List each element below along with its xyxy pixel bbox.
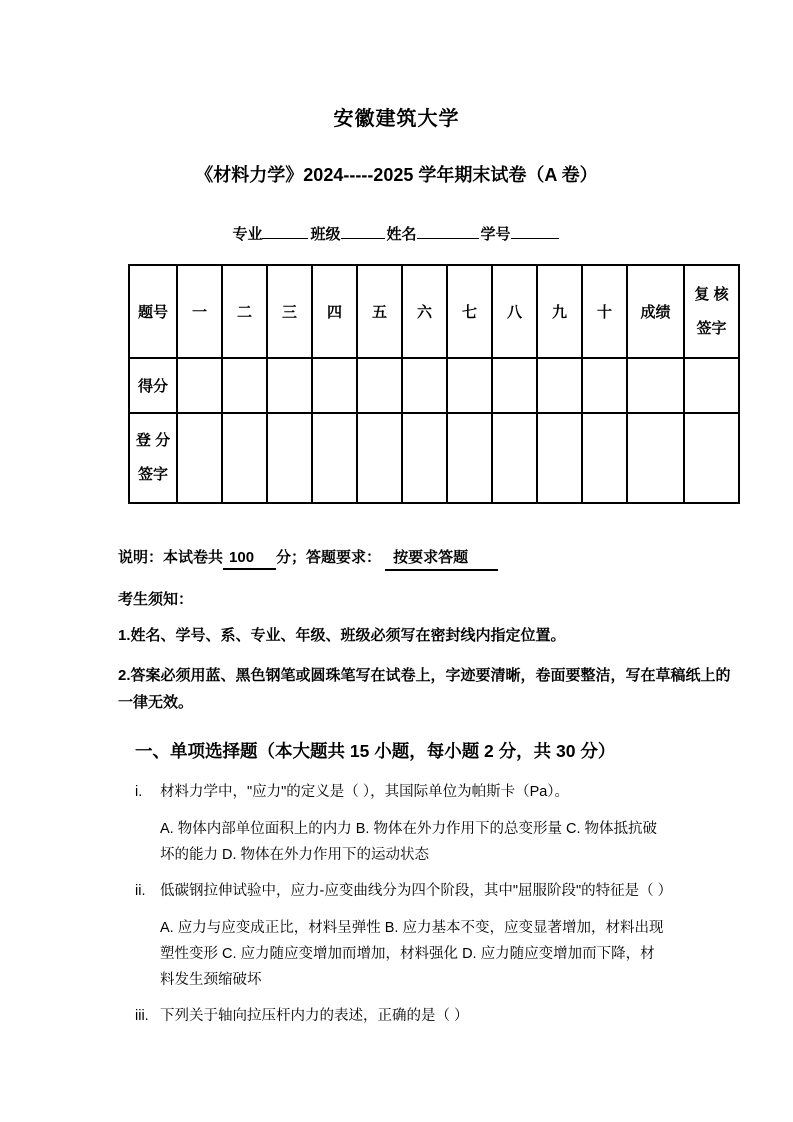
sign-row-line1: 登 分 (135, 432, 171, 450)
score-blank-cell (402, 358, 447, 413)
question-col-3: 三 (267, 265, 312, 358)
question-options: A. 物体内部单位面积上的内力 B. 物体在外力作用下的总变形量 C. 物体抵抗破坏的能力 D. 物体在外力作用下的运动状态 (160, 821, 658, 863)
major-blank (262, 223, 308, 239)
question-col-7: 七 (447, 265, 492, 358)
major-label: 专业 (232, 226, 263, 243)
score-blank-cell (537, 358, 582, 413)
student-info-line (0, 223, 793, 244)
score-table (128, 264, 740, 504)
class-blank (341, 223, 385, 239)
note-line (118, 546, 793, 571)
sign-blank-cell (582, 413, 627, 503)
sign-blank-cell (312, 413, 357, 503)
score-blank-cell (684, 358, 739, 413)
sign-blank-cell (447, 413, 492, 503)
question-text: 下列关于轴向拉压杆内力的表述，正确的是（ ） (160, 1008, 469, 1024)
name-label: 姓名 (386, 226, 417, 243)
question-col-1: 一 (177, 265, 222, 358)
notice-item-1: 1.姓名、学号、系、专业、年级、班级必须写在密封线内指定位置。 (118, 627, 566, 644)
question-col-9: 九 (537, 265, 582, 358)
answer-requirement-blank: 按要求答题 (385, 546, 498, 571)
review-sign-line2: 签字 (696, 319, 727, 337)
review-sign-col-header (684, 265, 739, 358)
sign-blank-cell (222, 413, 267, 503)
sign-blank-cell (492, 413, 537, 503)
question-number: iii. (135, 1008, 149, 1024)
student-id-blank (511, 223, 559, 239)
question-col-6: 六 (402, 265, 447, 358)
note-middle: 分；答题要求： (276, 549, 382, 566)
sign-blank-cell (267, 413, 312, 503)
sign-row-line2: 签字 (137, 466, 168, 483)
question-col-8: 八 (492, 265, 537, 358)
question-col-4: 四 (312, 265, 357, 358)
score-row-label: 得分 (129, 358, 177, 413)
sign-blank-cell (357, 413, 402, 503)
question-number: i. (135, 784, 143, 800)
class-label: 班级 (310, 226, 341, 243)
question-col-2: 二 (222, 265, 267, 358)
score-blank-cell (582, 358, 627, 413)
sign-blank-cell (627, 413, 684, 503)
student-id-label: 学号 (480, 226, 511, 243)
score-table-corner-cell: 题号 (129, 265, 177, 358)
question-ii (135, 878, 673, 993)
question-number: ii. (135, 883, 146, 899)
review-sign-line1: 复 核 (694, 285, 729, 303)
score-blank-cell (267, 358, 312, 413)
sign-blank-cell (177, 413, 222, 503)
sign-blank-cell (684, 413, 739, 503)
question-i (135, 779, 667, 868)
score-blank-cell (222, 358, 267, 413)
score-blank-cell (492, 358, 537, 413)
score-blank-cell (177, 358, 222, 413)
score-blank-cell (312, 358, 357, 413)
note-prefix: 说明：本试卷共 (118, 549, 224, 566)
question-col-5: 五 (357, 265, 402, 358)
score-blank-cell (447, 358, 492, 413)
sign-blank-cell (537, 413, 582, 503)
question-text: 低碳钢拉伸试验中，应力-应变曲线分为四个阶段，其中"屈服阶段"的特征是（ ） (160, 883, 673, 899)
question-col-10: 十 (582, 265, 627, 358)
sign-row-label (129, 413, 177, 503)
score-row (129, 358, 739, 413)
notice-title: 考生须知： (118, 591, 194, 608)
university-title: 安徽建筑大学 (333, 108, 460, 130)
question-options: A. 应力与应变成正比，材料呈弹性 B. 应力基本不变，应变显著增加，材料出现塑性变形 C. 应力随应变增加而增加，材料强化 D. 应力随应变增加而下降，材料发生颈缩破坏 (160, 920, 664, 988)
score-table-header-row (129, 265, 739, 358)
question-iii (135, 1003, 667, 1029)
score-blank-cell (357, 358, 402, 413)
total-points-blank: 100 (223, 549, 276, 570)
notice-item-2: 2.答案必须用蓝、黑色钢笔或圆珠笔写在试卷上，字迹要清晰，卷面要整洁，写在草稿纸上的一律无效。 (118, 667, 731, 711)
score-col-header: 成绩 (627, 265, 684, 358)
section-title: 一、单项选择题（本大题共 15 小题，每小题 2 分，共 30 分） (135, 741, 616, 761)
name-blank (417, 223, 479, 239)
score-blank-cell (627, 358, 684, 413)
sign-row (129, 413, 739, 503)
exam-title: 《材料力学》2024-----2025 学年期末试卷（A 卷） (195, 165, 598, 185)
question-text: 材料力学中，"应力"的定义是（ ），其国际单位为帕斯卡（Pa）。 (160, 784, 570, 800)
sign-blank-cell (402, 413, 447, 503)
